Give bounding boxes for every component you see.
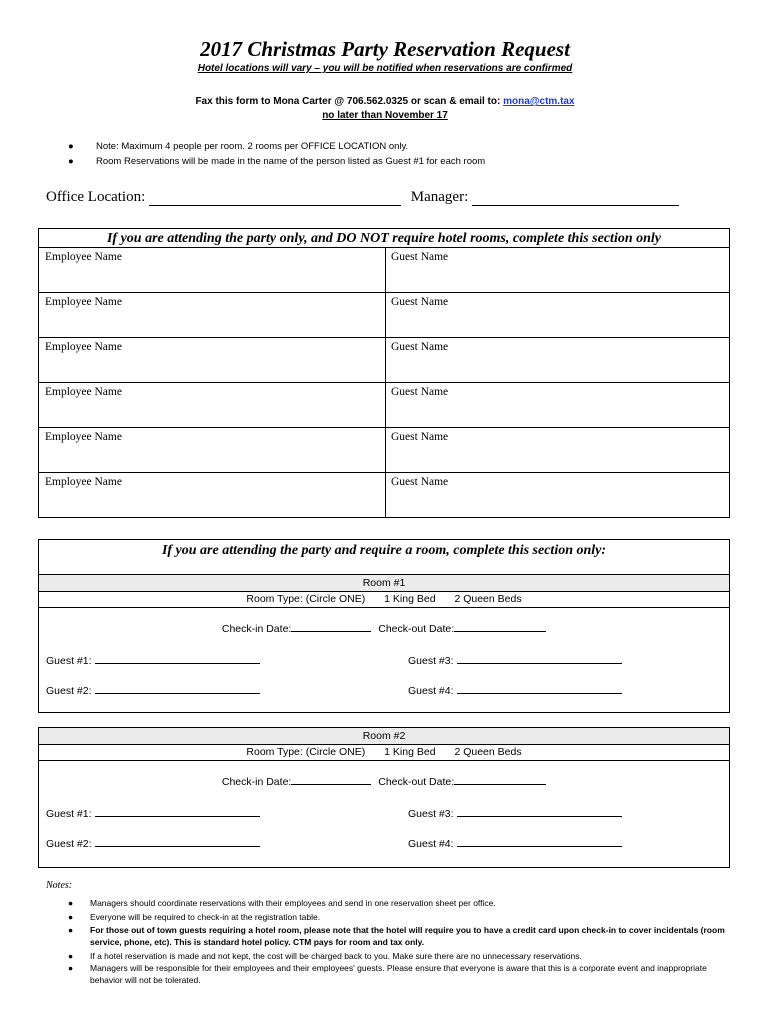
room-type-row [39,591,729,608]
guest-2-field[interactable] [95,683,260,694]
note-item: ● Managers should coordinate reservations with their employees and send in one reservation sheet per office. [68,898,496,908]
table-row [39,292,729,337]
party-only-heading: If you are attending the party only, and DO NOT require hotel rooms, complete this section only [106,231,662,246]
checkin-date-field[interactable] [291,621,371,632]
room-section [38,539,730,574]
guest-name-field[interactable]: Guest Name [391,431,449,443]
guest-4-field[interactable] [457,683,622,694]
room-title: Room #2 [39,728,729,745]
manager-field[interactable] [472,191,679,206]
note-item: ● For those out of town guests requiring a hotel room, please note that the hotel will require you to have a credit card upon check-in to cover incidentals (room service, phone, etc). This is standard hotel policy. CTM pays for room and tax only. [68,925,725,947]
guest-name-field[interactable]: Guest Name [391,341,449,353]
room-title: Room #1 [39,575,729,592]
bullet-icon: ● [68,963,74,973]
bullet-icon: ● [68,156,74,167]
guest-1-field[interactable] [95,806,260,817]
guest-4-field[interactable] [457,836,622,847]
checkin-label: Check-in Date: [221,776,292,788]
checkout-label: Check-out Date: [378,776,455,788]
employee-name-field[interactable]: Employee Name [45,386,122,398]
instruction-item: ● Room Reservations will be made in the name of the person listed as Guest #1 for each room [68,156,486,167]
form-subtitle: Hotel locations will vary – you will be notified when reservations are confirmed [197,63,573,74]
employee-name-field[interactable]: Employee Name [45,251,122,263]
king-bed-option[interactable]: 1 King Bed [384,593,436,605]
office-location-label: Office Location: [46,189,146,205]
guest-1-row: Guest #1: [46,806,260,820]
notes-heading: Notes: [46,880,73,891]
employee-name-field[interactable]: Employee Name [45,431,122,443]
guest-2-field[interactable] [95,836,260,847]
guest-3-row: Guest #3: [408,653,622,667]
guest-1-field[interactable] [95,653,260,664]
table-row [39,472,729,518]
guest-3-field[interactable] [457,806,622,817]
guest-2-row: Guest #2: [46,683,260,697]
queen-beds-option[interactable]: 2 Queen Beds [454,593,522,605]
guest-3-row: Guest #3: [408,806,622,820]
room-1-block [38,574,730,713]
fax-instructions [0,96,770,107]
deadline: no later than November 17 [322,110,448,121]
room-type-row [39,744,729,761]
bullet-icon: ● [68,925,74,935]
table-row [39,337,729,382]
office-location-row [46,189,679,206]
employee-name-field[interactable]: Employee Name [45,476,122,488]
guest-name-field[interactable]: Guest Name [391,386,449,398]
form-title: 2017 Christmas Party Reservation Request [200,37,570,61]
dates-row [39,621,729,635]
table-row [39,247,729,292]
room-section-heading: If you are attending the party and require a room, complete this section only: [161,543,607,558]
guest-4-row: Guest #4: [408,683,622,697]
checkin-date-field[interactable] [291,774,371,785]
party-only-section [38,228,730,518]
room-2-block [38,727,730,868]
note-item: ● If a hotel reservation is made and not kept, the cost will be charged back to you. Make sure there are no unnecessary reservations. [68,951,582,961]
employee-name-field[interactable]: Employee Name [45,296,122,308]
note-item: ● Managers will be responsible for their employees and their employees' guests. Please ensure that everyone is aware that this is a corporate event and inappropriate behavior will not be tolerated. [68,963,707,985]
checkout-date-field[interactable] [454,621,546,632]
checkout-label: Check-out Date: [378,623,455,635]
bullet-icon: ● [68,951,74,961]
manager-label: Manager: [410,189,469,205]
king-bed-option[interactable]: 1 King Bed [384,746,436,758]
guest-3-field[interactable] [457,653,622,664]
instruction-item: ● Note: Maximum 4 people per room. 2 rooms per OFFICE LOCATION only. [68,141,409,152]
room-type-label: Room Type: (Circle ONE) [246,746,366,758]
dates-row [39,774,729,788]
room-type-label: Room Type: (Circle ONE) [246,593,366,605]
fax-email-link[interactable]: mona@ctm.tax [503,96,575,107]
guest-name-field[interactable]: Guest Name [391,251,449,263]
guest-name-field[interactable]: Guest Name [391,296,449,308]
table-row [39,427,729,472]
guest-2-row: Guest #2: [46,836,260,850]
guest-4-row: Guest #4: [408,836,622,850]
office-location-field[interactable] [149,191,401,206]
employee-name-field[interactable]: Employee Name [45,341,122,353]
checkout-date-field[interactable] [454,774,546,785]
bullet-icon: ● [68,912,74,922]
bullet-icon: ● [68,898,74,908]
bullet-icon: ● [68,141,74,152]
guest-1-row: Guest #1: [46,653,260,667]
queen-beds-option[interactable]: 2 Queen Beds [454,746,522,758]
note-item: ● Everyone will be required to check-in at the registration table. [68,912,321,922]
checkin-label: Check-in Date: [221,623,292,635]
table-row [39,382,729,427]
fax-text: Fax this form to Mona Carter @ 706.562.0325 or scan & email to: [195,96,504,107]
guest-name-field[interactable]: Guest Name [391,476,449,488]
